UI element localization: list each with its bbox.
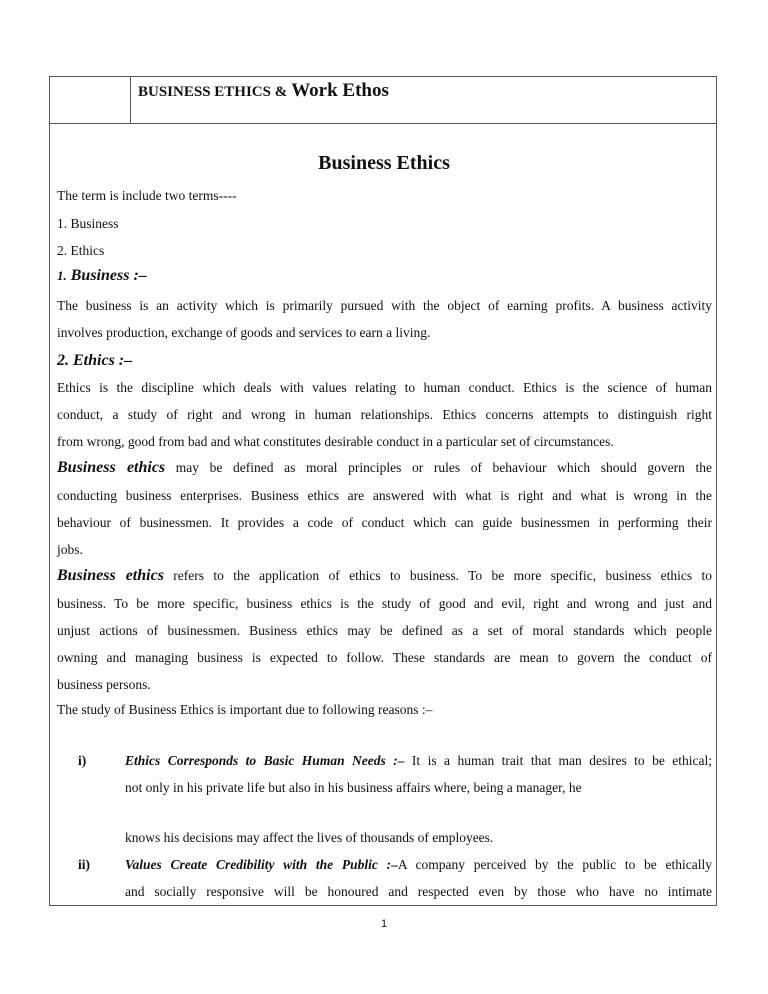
header-box [49, 76, 717, 124]
page-number: 1 [380, 918, 388, 930]
para1-first-rest: may be defined as moral principles or rules of behaviour which should govern the [175, 460, 713, 475]
intro-line: The term is include two terms---- [57, 188, 237, 203]
section1-heading [57, 268, 712, 284]
section1-number: 1. [57, 268, 67, 283]
section1-line-1: The business is an activity which is primarily pursued with the object of earning profits. A business activity [57, 298, 712, 313]
para2-line-2: business. To be more specific, business ethics is the study of good and evil, right and wrong and just and [57, 596, 712, 611]
para2-line-6: The study of Business Ethics is important due to following reasons :– [57, 702, 433, 717]
para2-lead: Business ethics [57, 567, 164, 584]
reason-2-line-2: and socially responsive will be honoured and respected even by those who have no intimate [125, 884, 712, 899]
section2-heading: 2. Ethics :– [57, 352, 133, 369]
para1-line-2: conducting business enterprises. Business ethics are answered with what is right and what is wrong in the [57, 488, 712, 503]
reason-1-title: Ethics Corresponds to Basic Human Needs :– [125, 753, 405, 768]
reason-1-first-rest: It is a human trait that man desires to be ethical; [411, 753, 713, 768]
reason-2-title: Values Create Credibility with the Public :– [125, 857, 398, 872]
header-title-part2: Work Ethos [291, 80, 389, 101]
para2-line-1 [57, 568, 712, 584]
reason-2-first-rest: A company perceived by the public to be ethically [397, 857, 712, 872]
para2-line-5: business persons. [57, 677, 151, 692]
header-title-part1: BUSINESS ETHICS & [138, 84, 288, 100]
para2-line-4: owning and managing business is expected to follow. These standards are mean to govern the conduct of [57, 650, 712, 665]
section2-line-3: from wrong, good from bad and what constitutes desirable conduct in a particular set of circumstances. [57, 434, 614, 449]
section2-line-1: Ethics is the discipline which deals with values relating to human conduct. Ethics is the science of human [57, 380, 712, 395]
section2-line-2: conduct, a study of right and wrong in human relationships. Ethics concerns attempts to distinguish right [57, 407, 712, 422]
reason-1-line-3: knows his decisions may affect the lives of thousands of employees. [125, 830, 494, 845]
para1-lead: Business ethics [57, 459, 166, 476]
page-title: Business Ethics [318, 152, 450, 174]
section1-line-2: involves production, exchange of goods and services to earn a living. [57, 325, 431, 340]
para1-line-4: jobs. [57, 542, 83, 557]
reason-1-numeral: i) [78, 753, 87, 768]
para1-line-3: behaviour of businessmen. It provides a code of conduct which can guide businessmen in performing their [57, 515, 712, 530]
header-divider [130, 77, 131, 123]
header-title [138, 80, 389, 102]
intro-item-2: 2. Ethics [57, 243, 105, 258]
reason-2-numeral: ii) [78, 857, 90, 872]
para2-line-3: unjust actions of businessmen. Business ethics may be defined as a set of moral standards which people [57, 623, 712, 638]
reason-1-line-2: not only in his private life but also in his business affairs where, being a manager, he [125, 780, 582, 795]
para1-line-1 [57, 460, 712, 476]
section1-heading-text: Business :– [70, 267, 147, 284]
reason-2-line-1 [125, 857, 712, 873]
para2-first-rest: refers to the application of ethics to business. To be more specific, business ethics to [173, 568, 712, 583]
reason-1-line-1 [125, 753, 712, 769]
intro-item-1: 1. Business [57, 216, 119, 231]
